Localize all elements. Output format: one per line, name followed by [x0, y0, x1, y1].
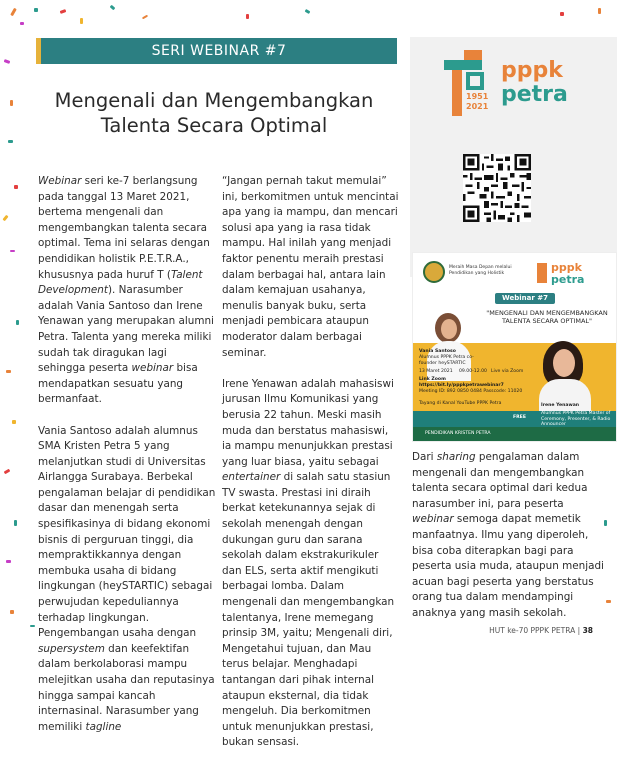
- confetti: [14, 520, 17, 526]
- poster-logo-petra: petra: [551, 273, 585, 286]
- speaker2-name: Irene Yenawan: [541, 403, 580, 408]
- confetti: [60, 9, 67, 14]
- confetti: [2, 215, 8, 222]
- free-badge: FREE: [513, 415, 526, 420]
- confetti: [20, 22, 24, 25]
- page-footer: HUT ke-70 PPPK PETRA | 38: [489, 626, 593, 635]
- speaker2-role: Alumnus PPPK Petra Master of Ceremony, Presenter, & Radio Announcer: [541, 411, 611, 428]
- paragraph: Irene Yenawan adalah mahasiswi jurusan Ilmu Komunikasi yang berusia 22 tahun. Meski masih muda dan berstatus mahasiswi, ia mampu menunjukkan prestasi yang luar biasa, yaitu sebagai entertainer di salah satu stasiun TV swasta. Prestasi ini diraih berkat ketekunannya sejak di sekolah menengah dengan dukungan guru dan sarana sekolah dalam ekstrakurikuler dan ELS, serta aktif mengikuti berbagai lomba. Dalam mengenali dan mengembangkan talentanya, Irene memegang prinsip 3M, yaitu; Mengenali diri, Mengetahui tujuan, dan Mau terus belajar. Menghadapi tantangan dari pihak internal ataupun eksternal, dia tidak mengeluh. Dia berkomitmen untuk menunjukkan prestasi, bukan sensasi.: [222, 377, 395, 749]
- poster-logo-pppk: pppk: [551, 261, 582, 274]
- qr-code[interactable]: [463, 154, 531, 222]
- poster-quote: "MENGENALI DAN MENGEMBANGKAN TALENTA SECARA OPTIMAL": [486, 309, 608, 325]
- article-column-1: [38, 174, 216, 751]
- confetti: [10, 610, 14, 614]
- confetti: [142, 15, 148, 20]
- event-mode: Live via Zoom: [491, 369, 524, 374]
- logo-mark-icon: [537, 263, 547, 283]
- confetti: [10, 250, 15, 252]
- confetti: [16, 320, 19, 325]
- pppk-petra-logo: [444, 50, 584, 120]
- speaker1-name: Vania Santoso: [419, 349, 456, 354]
- confetti: [80, 18, 83, 24]
- confetti: [10, 8, 17, 16]
- confetti: [6, 370, 11, 373]
- event-time: 09.00-12.00: [459, 369, 487, 374]
- poster-badge: Webinar #7: [495, 293, 555, 304]
- paragraph: Webinar seri ke-7 berlangsung pada tanggal 13 Maret 2021, bertema mengenali dan mengembangkan talenta secara optimal. Tema ini selaras dengan pendidikan holistik P.E.T.R.A., khususnya pada huruf T (Talent Development). Narasumber adalah Vania Santoso dan Irene Yenawan yang merupakan alumni Petra. Talenta yang mereka miliki sudah tak diragukan lagi sehingga peserta webinar bisa mendapatkan sesuatu yang bermanfaat.: [38, 175, 214, 406]
- speaker1-role: Alumnus PPPK Petra co-founder heySTARTIC: [419, 355, 474, 366]
- paragraph: “Jangan pernah takut memulai” ini, berkomitmen untuk mencintai apa yang ia mampu, dan mencari solusi apa yang ia rasa tidak mampu. Hal inilah yang menjadi faktor penentu meraih prestasi dalam berbagai hal, antara lain dalam kemajuan usahanya, menulis banyak buku, serta menjadi pembicara ataupun moderator dalam berbagai seminar.: [222, 175, 399, 359]
- confetti: [6, 560, 11, 563]
- confetti: [110, 5, 116, 11]
- confetti: [4, 59, 11, 64]
- confetti: [10, 100, 13, 106]
- confetti: [246, 14, 249, 19]
- article-column-3: [412, 450, 608, 622]
- zoom-label: Link Zoom: [419, 377, 446, 382]
- logo-text-pppk: pppk: [501, 58, 563, 83]
- poster-tagline: Meraih Masa Depan melalui Pendidikan yang Holistik: [449, 265, 512, 276]
- page-number: 38: [582, 626, 593, 635]
- confetti: [4, 469, 11, 475]
- school-seal-icon: [423, 261, 445, 283]
- youtube-label: Tayang di Kanal YouTube PPPK Petra: [419, 401, 502, 406]
- logo-text-petra: petra: [501, 82, 568, 107]
- logo-years: 1951 2021: [466, 92, 489, 111]
- confetti: [598, 8, 601, 14]
- zoom-link[interactable]: https://bit.ly/pppkpetrawebinar7: [419, 383, 504, 388]
- article-title: Mengenali dan Mengembangkan Talenta Secara Optimal: [54, 89, 374, 137]
- webinar-poster: [412, 252, 617, 442]
- paragraph: Dari sharing pengalaman dalam mengenali dan mengembangkan talenta secara optimal dari kedua narasumber ini, para peserta webinar semoga dapat memetik manfaatnya. Ilmu yang diperoleh, bisa coba diterapkan bagi para peserta usia muda, ataupun menjadi acuan bagi peserta yang berstatus orang tua dalam mendampingi anaknya yang masih sekolah.: [412, 451, 604, 619]
- confetti: [14, 185, 18, 189]
- confetti: [30, 625, 35, 627]
- event-date: 13 Maret 2021: [419, 369, 453, 374]
- article-column-2: [222, 174, 400, 767]
- confetti: [8, 140, 13, 143]
- meeting-id: Meeting ID: 892 0850 0484 Passcode: 11020: [419, 389, 523, 394]
- confetti: [305, 9, 311, 14]
- sidebar-panel: [410, 37, 617, 277]
- confetti: [560, 12, 564, 16]
- section-banner: SERI WEBINAR #7: [36, 38, 397, 64]
- paragraph: Vania Santoso adalah alumnus SMA Kristen Petra 5 yang melanjutkan studi di Universitas Airlangga Surabaya. Berbekal pengalaman belajar di pendidikan dasar dan menengah serta spesifikasinya di bidang ekonomi bisnis di perguruan tinggi, dia mempraktikkannya dengan membuka usaha di bidang lingkungan (heySTARTIC) sebagai perwujudan kepeduliannya terhadap lingkungan. Pengembangan usaha dengan supersystem dan keefektifan dalam berkolaborasi mampu melejitkan usaha dan reputasinya hingga sampai kancah internasinal. Narasumber yang memiliki tagline: [38, 424, 216, 733]
- poster-footer-band: PENDIDIKAN KRISTEN PETRA: [425, 431, 491, 436]
- confetti: [12, 420, 16, 424]
- confetti: [34, 8, 38, 12]
